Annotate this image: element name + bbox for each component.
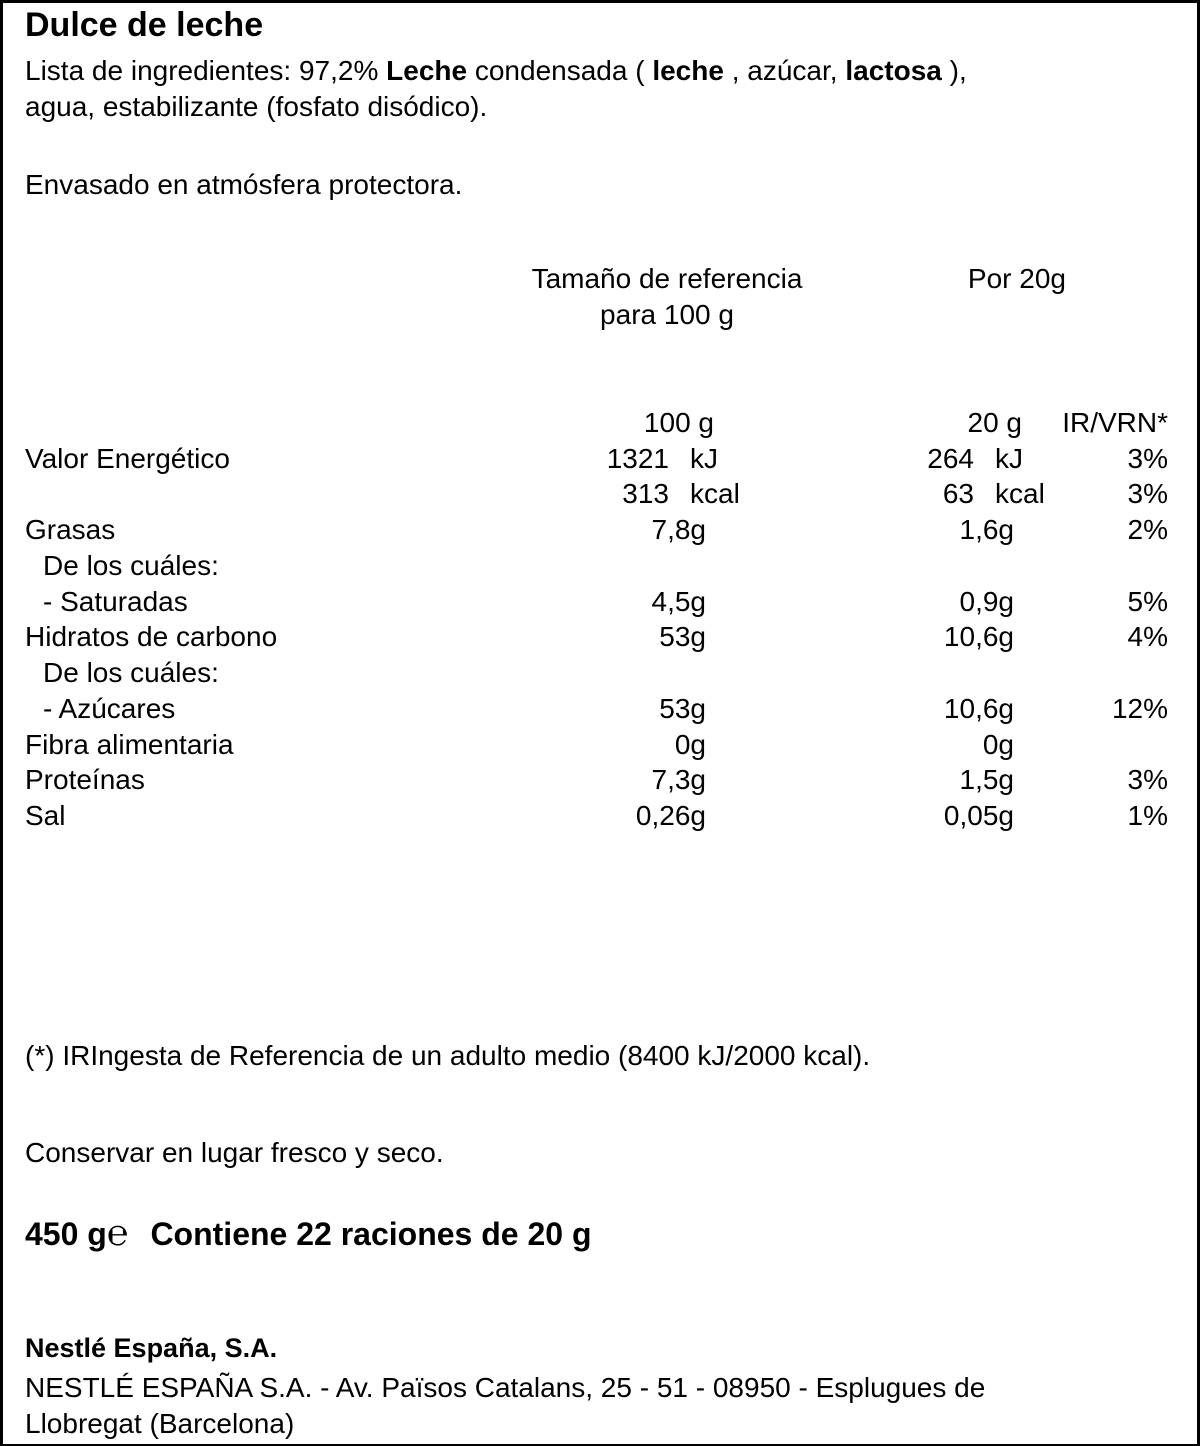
value-100g: 0,26g xyxy=(635,800,706,831)
nutrient-label: Fibra alimentaria xyxy=(25,729,234,760)
ingredients-part-1: condensada ( xyxy=(467,55,653,86)
value-20g: 0g xyxy=(982,729,1014,760)
value-20g: 1,6g xyxy=(959,514,1014,545)
nutrient-label: Valor Energético xyxy=(25,443,230,474)
value-100g: 4,5g xyxy=(651,586,706,617)
company-address-line-2: Llobregat (Barcelona) xyxy=(25,1408,295,1439)
ir-value: 12% xyxy=(1111,693,1168,724)
allergen-leche-1: Leche xyxy=(386,55,468,86)
nutrient-label: Proteínas xyxy=(25,764,145,795)
unit-20g: kcal xyxy=(995,478,1045,509)
unit-20g: kJ xyxy=(995,443,1023,474)
col-header-reference-sub: para 100 g xyxy=(600,299,734,330)
company-name: Nestlé España, S.A. xyxy=(25,1333,278,1363)
unit-100g: kcal xyxy=(690,478,740,509)
reference-intake-footnote: (*) IRIngesta de Referencia de un adulto medio (8400 kJ/2000 kcal). xyxy=(25,1040,871,1071)
value-20g: 1,5g xyxy=(959,764,1014,795)
value-100g: 53g xyxy=(659,693,706,724)
storage-instructions: Conservar en lugar fresco y seco. xyxy=(25,1137,444,1168)
e-mark-icon: ℮ xyxy=(106,1213,129,1254)
allergen-leche-2: leche xyxy=(652,55,724,86)
company-address-line-1: NESTLÉ ESPAÑA S.A. - Av. Països Catalans, 25 - 51 - 08950 - Esplugues de xyxy=(25,1372,986,1403)
value-100g: 7,3g xyxy=(651,764,706,795)
nutrient-label: Hidratos de carbono xyxy=(25,621,278,652)
ingredients-line-1 xyxy=(25,53,967,89)
value-100g: 7,8g xyxy=(651,514,706,545)
nutrient-label: Grasas xyxy=(25,514,116,545)
ir-value: 4% xyxy=(1127,621,1168,652)
nutrient-label: - Saturadas xyxy=(43,586,188,617)
ir-value: 1% xyxy=(1127,800,1168,831)
ingredients-line-2: agua, estabilizante (fosfato disódico). xyxy=(25,91,488,122)
net-weight: 450 g xyxy=(25,1216,107,1252)
value-100g: 53g xyxy=(659,621,706,652)
allergen-lactosa: lactosa xyxy=(845,55,942,86)
value-20g: 10,6g xyxy=(943,693,1014,724)
value-100g: 0g xyxy=(674,729,706,760)
ir-value: 3% xyxy=(1127,443,1168,474)
col-header-reference: Tamaño de referencia xyxy=(531,263,803,294)
ir-value: 3% xyxy=(1127,478,1168,509)
nutrient-sublabel: De los cuáles: xyxy=(43,550,219,581)
value-20g: 10,6g xyxy=(943,621,1014,652)
unit-100g: kJ xyxy=(690,443,718,474)
ir-value: 2% xyxy=(1127,514,1168,545)
nutrient-sublabel: De los cuáles: xyxy=(43,657,219,688)
col-header-per-portion: Por 20g xyxy=(967,263,1066,294)
nutrient-label: Sal xyxy=(25,800,66,831)
ingredients-part-3: ), xyxy=(941,55,967,86)
ingredients-part-2: , azúcar, xyxy=(723,55,846,86)
value-100g: 1321 xyxy=(606,443,669,474)
subheader-100g: 100 g xyxy=(643,407,714,438)
product-title: Dulce de leche xyxy=(25,6,264,44)
ir-value: 3% xyxy=(1127,764,1168,795)
value-20g: 0,9g xyxy=(959,586,1014,617)
ingredients-lead: Lista de ingredientes: 97,2% xyxy=(25,55,387,86)
ir-value: 5% xyxy=(1127,586,1168,617)
portion-count: Contiene 22 raciones de 20 g xyxy=(150,1216,592,1252)
subheader-ir: IR/VRN* xyxy=(1062,407,1168,438)
nutrient-label: - Azúcares xyxy=(43,693,176,724)
value-20g: 0,05g xyxy=(943,800,1014,831)
packaging-note: Envasado en atmósfera protectora. xyxy=(25,169,463,200)
net-quantity-line xyxy=(25,1214,591,1254)
value-100g: 313 xyxy=(622,478,669,509)
value-20g: 63 xyxy=(942,478,974,509)
value-20g: 264 xyxy=(927,443,974,474)
subheader-20g: 20 g xyxy=(967,407,1022,438)
